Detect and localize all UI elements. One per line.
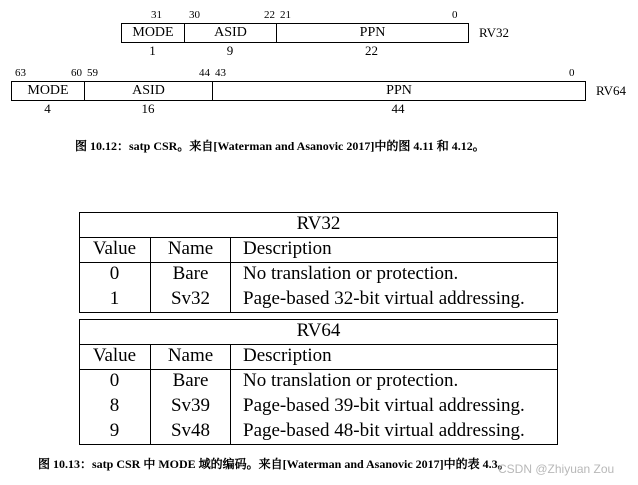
rv64-row-2-description: Page-based 48-bit virtual addressing. bbox=[243, 420, 525, 441]
rv32-asid-width: 9 bbox=[226, 43, 234, 58]
figure-caption-10-13: 图 10.13：satp CSR 中 MODE 域的编码。来自[Waterman and Asanovic 2017]中的表 4.3。 bbox=[38, 457, 510, 471]
rv32-bit-31: 31 bbox=[151, 9, 162, 21]
rv64-bit-44: 44 bbox=[199, 67, 210, 79]
rv64-asid-field: ASID bbox=[85, 82, 213, 100]
rv32-asid-field: ASID bbox=[185, 24, 277, 42]
rv32-ppn-field: PPN bbox=[359, 25, 386, 40]
rv64-bit-59: 59 bbox=[87, 67, 98, 79]
rv64-label: RV64 bbox=[596, 83, 627, 98]
rv32-row-0-description: No translation or protection. bbox=[243, 263, 459, 284]
rv64-row-2-value: 9 bbox=[109, 420, 120, 441]
rv32-mode-width: 1 bbox=[149, 43, 156, 58]
rv64-ppn-width: 44 bbox=[391, 101, 405, 116]
rv32-header-name: Name bbox=[167, 238, 214, 259]
rv32-satp-register bbox=[121, 23, 469, 43]
rv32-header-description: Description bbox=[243, 238, 332, 259]
rv32-row-0-name: Bare bbox=[172, 263, 209, 284]
rv32-ppn-width: 22 bbox=[365, 43, 378, 58]
rv64-row-2-name: Sv48 bbox=[170, 420, 211, 441]
rv64-mode-width: 4 bbox=[44, 101, 51, 116]
rv64-row-1-value: 8 bbox=[109, 395, 120, 416]
rv64-bit-60: 60 bbox=[71, 67, 82, 79]
rv32-row-1-name: Sv32 bbox=[170, 288, 211, 309]
rv64-header-description: Description bbox=[243, 345, 332, 366]
rv64-row-0-value: 0 bbox=[109, 370, 120, 391]
rv32-row-1-value: 1 bbox=[109, 288, 120, 309]
rv64-asid-width: 16 bbox=[141, 101, 155, 116]
rv64-row-1-name: Sv39 bbox=[170, 395, 211, 416]
rv64-mode-field: MODE bbox=[12, 82, 85, 100]
rv32-row-1-description: Page-based 32-bit virtual addressing. bbox=[243, 288, 525, 309]
rv64-bit-0: 0 bbox=[569, 67, 575, 79]
rv64-header-value: Value bbox=[92, 345, 137, 366]
figure-caption-10-12: 图 10.12：satp CSR。来自[Waterman and Asanovic 2017]中的图 4.11 和 4.12。 bbox=[75, 139, 485, 153]
rv32-bit-0: 0 bbox=[452, 9, 458, 21]
rv32-bit-21: 21 bbox=[280, 9, 291, 21]
rv64-bit-63: 63 bbox=[15, 67, 26, 79]
rv32-row-0-value: 0 bbox=[109, 263, 120, 284]
rv64-row-0-name: Bare bbox=[172, 370, 209, 391]
rv32-mode-field: MODE bbox=[122, 24, 185, 42]
rv32-header-value: Value bbox=[92, 238, 137, 259]
rv64-header-name: Name bbox=[167, 345, 214, 366]
rv32-table-title: RV32 bbox=[296, 213, 341, 234]
rv64-satp-register bbox=[11, 81, 586, 101]
csdn-watermark: CSDN @Zhiyuan Zou bbox=[498, 462, 615, 476]
rv64-bit-43: 43 bbox=[215, 67, 226, 79]
rv32-label: RV32 bbox=[479, 25, 510, 40]
rv64-row-0-description: No translation or protection. bbox=[243, 370, 459, 391]
rv32-bit-22: 22 bbox=[264, 9, 275, 21]
rv64-row-1-description: Page-based 39-bit virtual addressing. bbox=[243, 395, 525, 416]
rv64-ppn-field: PPN bbox=[386, 83, 412, 98]
rv32-bit-30: 30 bbox=[189, 9, 200, 21]
rv64-table-title: RV64 bbox=[296, 320, 341, 341]
